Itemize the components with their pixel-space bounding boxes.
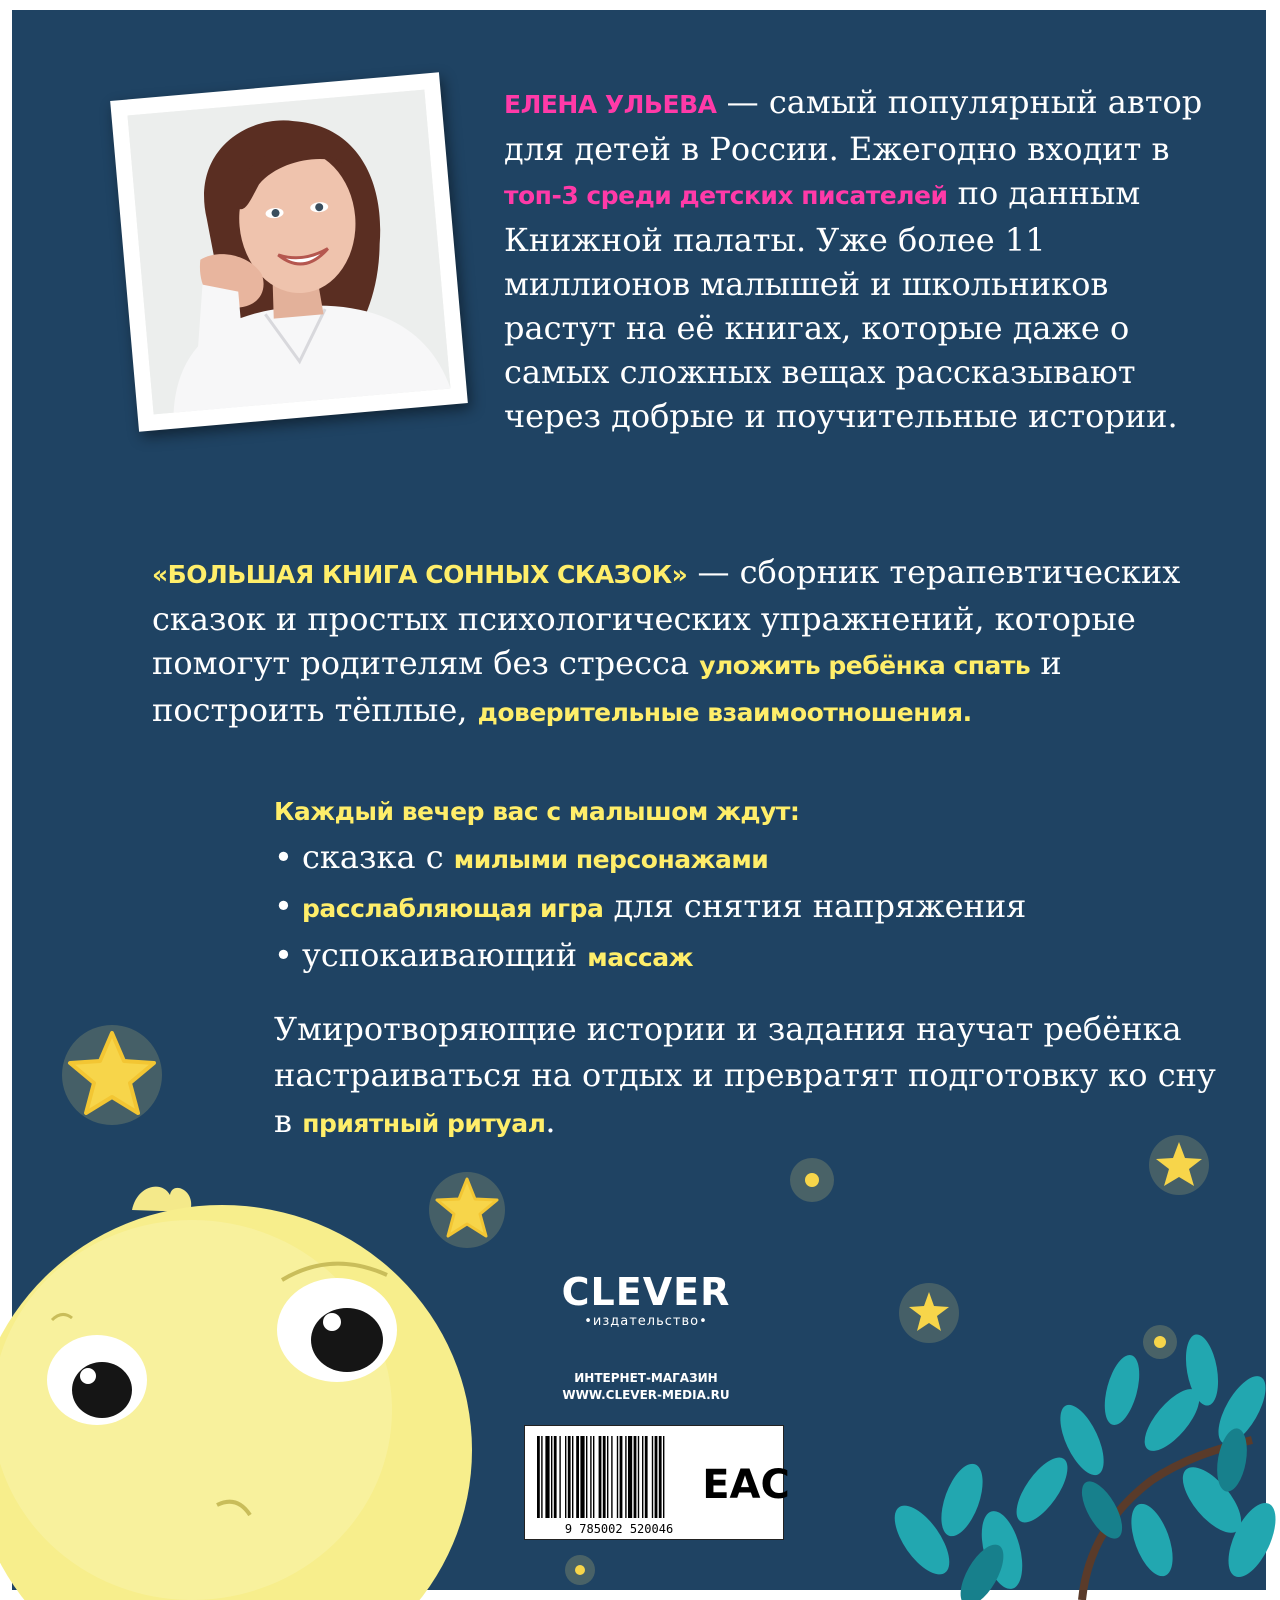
barcode-bar	[611, 1436, 612, 1518]
closing-text-2: .	[545, 1102, 556, 1140]
book-highlight-trust: доверительные взаимоотношения.	[477, 698, 972, 727]
closing-highlight: приятный ритуал	[302, 1109, 546, 1138]
barcode-bar	[593, 1436, 594, 1518]
list-item-3-text: успокаивающий	[302, 936, 588, 974]
barcode-bar	[568, 1436, 571, 1518]
barcode-bar	[586, 1436, 587, 1518]
author-highlight: топ-3 среди детских писателей	[504, 181, 948, 210]
barcode-image	[537, 1436, 707, 1518]
barcode-bar	[559, 1436, 560, 1518]
leaves-decoration	[852, 1310, 1272, 1600]
list-item	[274, 834, 1174, 883]
barcode-bar	[638, 1436, 639, 1518]
bullet-icon: •	[274, 887, 293, 925]
barcode-bar	[599, 1436, 602, 1518]
author-bio-text-1: — самый популярный автор для детей в России. Ежегодно входит в	[504, 83, 1203, 168]
barcode-bar	[576, 1436, 579, 1518]
shop-url: WWW.CLEVER-MEDIA.RU	[562, 1388, 730, 1402]
list-item-2-text: для снятия напряжения	[603, 887, 1027, 925]
shop-label: ИНТЕРНЕТ-МАГАЗИН	[574, 1371, 718, 1385]
star-icon	[1144, 1130, 1214, 1200]
barcode-bar	[634, 1436, 637, 1518]
book-text-1: — сборник терапевтических сказок и простых психологических упражнений, которые помогут родителям без стресса	[152, 553, 1181, 682]
barcode-bar	[580, 1436, 584, 1518]
glow-dot-icon	[562, 1552, 598, 1588]
barcode-bar	[642, 1436, 643, 1518]
list-item	[274, 883, 1174, 932]
bullet-icon: •	[274, 936, 293, 974]
author-photo	[127, 90, 450, 415]
barcode-bar	[554, 1436, 557, 1518]
list-item-3-highlight: массаж	[587, 943, 693, 972]
closing-text-1: Умиротворяющие истории и задания научат ребёнка настраиваться на отдых и превратят подготовку ко сну в	[274, 1010, 1216, 1140]
list-item-2-highlight: расслабляющая игра	[302, 894, 604, 923]
moon-eye-left	[47, 1335, 147, 1425]
closing-paragraph	[274, 1006, 1234, 1147]
list-item	[274, 932, 1174, 981]
barcode-bar	[620, 1436, 623, 1518]
bullet-icon: •	[274, 838, 293, 876]
barcode-bar	[628, 1436, 632, 1518]
list-item-1-text: сказка с	[302, 838, 454, 876]
barcode-number: 9 785002 520046	[564, 1522, 674, 1536]
author-bio	[504, 80, 1224, 438]
publisher-subtitle: •издательство•	[584, 1314, 708, 1329]
barcode-bar	[603, 1436, 606, 1518]
barcode-bar	[659, 1436, 662, 1518]
star-icon	[52, 1015, 172, 1135]
barcode-bar	[617, 1436, 618, 1518]
barcode-bar	[537, 1436, 540, 1518]
barcode-box	[524, 1425, 790, 1540]
publisher-logo	[546, 1272, 746, 1329]
eac-label: EAC	[702, 1462, 790, 1508]
barcode-bar	[551, 1436, 552, 1518]
book-description	[152, 550, 1212, 735]
barcode-bar	[645, 1436, 648, 1518]
book-title: «БОЛЬШАЯ КНИГА СОННЫХ СКАЗОК»	[152, 560, 688, 589]
list-item-1-highlight: милыми персонажами	[453, 845, 769, 874]
glow-dot-icon	[787, 1155, 837, 1205]
author-name: ЕЛЕНА УЛЬЕВА	[504, 90, 717, 119]
evening-list	[274, 790, 1174, 981]
eac-mark-icon	[702, 1454, 790, 1508]
barcode-bar	[541, 1436, 542, 1518]
barcode-bar	[663, 1436, 664, 1518]
barcode-bar	[590, 1436, 591, 1518]
barcode-bar	[625, 1436, 626, 1518]
author-photo-frame	[110, 72, 468, 431]
book-text-2: и построить тёплые,	[152, 644, 1062, 729]
barcode-bar	[572, 1436, 573, 1518]
barcode-bar	[545, 1436, 549, 1518]
barcode-bar	[607, 1436, 608, 1518]
author-portrait-image	[127, 90, 450, 415]
moon-eye-right	[277, 1278, 397, 1382]
barcode-bar	[652, 1436, 653, 1518]
list-heading: Каждый вечер вас с малышом ждут:	[274, 797, 800, 826]
book-highlight-sleep: уложить ребёнка спать	[699, 651, 1031, 680]
barcode-bar	[565, 1436, 566, 1518]
back-cover	[12, 10, 1266, 1590]
moon-character	[12, 1150, 512, 1590]
author-bio-text-2: по данным Книжной палаты. Уже более 11 миллионов малышей и школьников растут на её книгах, которые даже о самых сложных вещах рассказывают через добрые и поучительные истории.	[504, 174, 1178, 435]
barcode-bar	[655, 1436, 658, 1518]
publisher-name: CLEVER	[561, 1270, 731, 1314]
shop-info	[546, 1370, 746, 1404]
